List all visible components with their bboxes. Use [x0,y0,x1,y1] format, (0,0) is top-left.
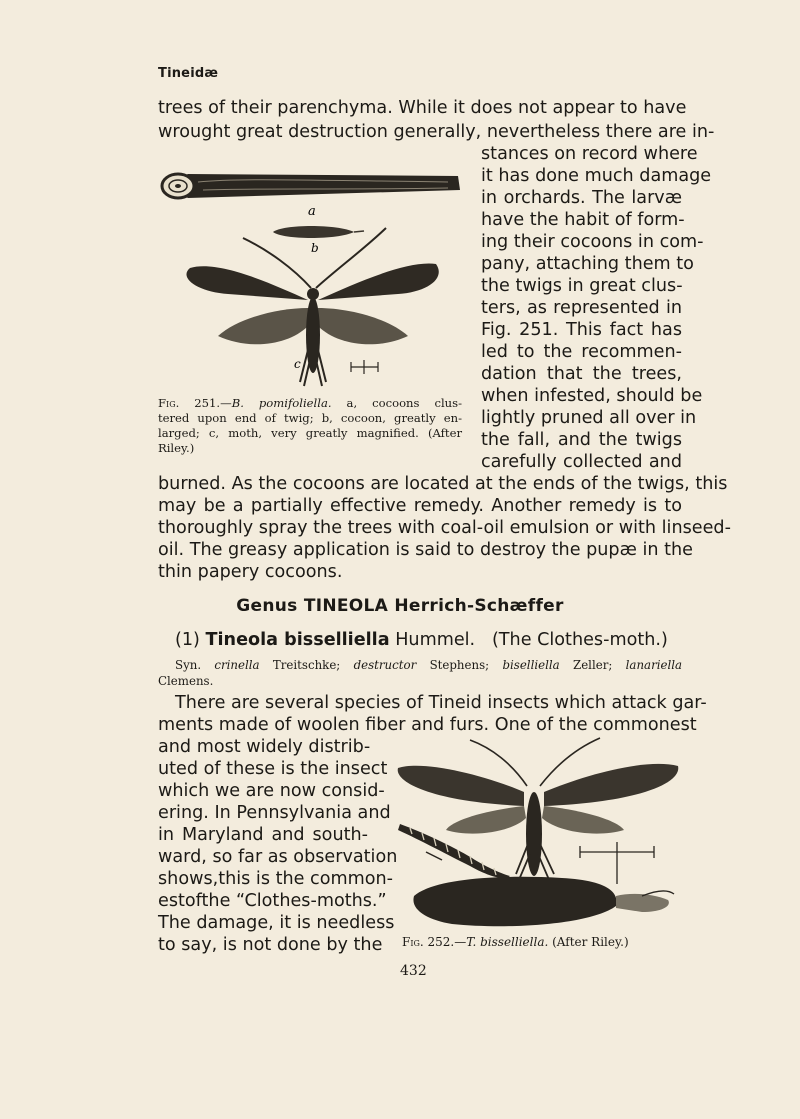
para2-wrap-line: ward, so far as observation [158,847,398,867]
para2-wrap-line: which we are now consid- [158,781,385,801]
running-head: Tineidæ [158,66,219,81]
para1-wrap-line: stances on record where [481,144,698,164]
para1-line-2: wrought great destruction generally, nevertheless there are in- [158,122,715,142]
para1-wrap-line: it has done much damage [481,166,712,186]
species-author: Hummel. [395,630,476,650]
para2-wrap-line: in Maryland and south- [158,825,368,845]
caption-text: Riley.) [158,441,195,455]
para2-line-1: There are several species of Tineid insects which attack gar- [175,693,707,713]
para1-wrap-line: have the habit of form- [481,210,685,230]
para2-wrap-line: The damage, it is needless [158,913,395,933]
figure-251-caption [158,396,462,456]
species-entry [175,630,668,650]
para1-wrap-line: led to the recommen- [481,342,682,362]
figure-251-illustration [158,160,468,392]
label-c: c [294,357,301,371]
synonym: crinella [214,658,260,672]
para2-wrap-line: shows,this is the common- [158,869,394,889]
page-number: 432 [400,963,427,979]
synonym-author: Stephens; [429,658,490,672]
species-number: (1) [175,630,200,650]
caption-text: a, cocoons clus- [331,396,462,410]
para1-tail-line: thin papery cocoons. [158,562,343,582]
larva-drawing [398,824,510,878]
para2-wrap-line: estofthe “Clothes-moths.” [158,891,387,911]
scale-bar [580,842,654,884]
para1-line-1: trees of their parenchyma. While it does not appear to have [158,98,687,118]
twig-cocoons-drawing [162,174,460,198]
para1-tail-line: burned. As the cocoons are located at the ends of the twigs, this [158,474,728,494]
para1-wrap-line: the fall, and the twigs [481,430,682,450]
para1-wrap-line: ters, as represented in [481,298,682,318]
para1-tail-line: oil. The greasy application is said to destroy the pupæ in the [158,540,693,560]
caption-fig-label: Fig. 252.— [402,935,467,949]
synonym-author: Zeller; [573,658,613,672]
synonym-author: Treitschke; [272,658,341,672]
species-name: Tineola bisselliella [205,630,390,650]
caption-text: (After Riley.) [548,935,629,949]
para2-wrap-line: ering. In Pennsylvania and [158,803,391,823]
para1-wrap-line: dation that the trees, [481,364,682,384]
para1-wrap-line: in orchards. The larvæ [481,188,682,208]
para2-wrap-line: and most widely distrib- [158,737,371,757]
para1-wrap-line: pany, attaching them to [481,254,694,274]
figure-252-illustration [392,734,684,932]
genus-heading: Genus TINEOLA Herrich-Schæffer [236,596,564,616]
cocoon-drawing [273,226,364,238]
syn-prefix: Syn. [175,658,202,672]
para2-line-2: ments made of woolen fiber and furs. One of the commonest [158,715,697,735]
para1-wrap-line: lightly pruned all over in [481,408,697,428]
species-common-name: (The Clothes-moth.) [491,630,668,650]
para1-wrap-line: when infested, should be [481,386,703,406]
para1-wrap-line: ing their cocoons in com- [481,232,704,252]
synonym-author: Clemens. [158,674,214,688]
clothes-moth-drawing [398,738,679,882]
caption-fig-label: Fig. 251.— [158,396,232,410]
synonym: lanariella [625,658,683,672]
para1-tail-line: may be a partially effective remedy. Another remedy is to [158,496,682,516]
para1-wrap-line: the twigs in great clus- [481,276,683,296]
para2-wrap-line: uted of these is the insect [158,759,388,779]
synonym: destructor [353,658,417,672]
para1-wrap-line: Fig. 251. This fact has [481,320,682,340]
para1-wrap-line: carefully collected and [481,452,682,472]
label-b: b [311,241,319,255]
para2-wrap-line: to say, is not done by the [158,935,383,955]
caption-species: T. bisselliella. [466,935,549,949]
synonymy [175,656,682,674]
para1-tail-line: thoroughly spray the trees with coal-oil emulsion or with linseed- [158,518,731,538]
label-a: a [308,204,316,219]
figure-252-caption [402,935,682,950]
caption-species: B. pomifoliella. [231,396,332,410]
caption-text: tered upon end of twig; b, cocoon, greatly en- [158,411,462,425]
larval-case-drawing [413,877,674,926]
synonym: biselliella [502,658,560,672]
caption-text: larged; c, moth, very greatly magnified. (After [158,426,462,440]
